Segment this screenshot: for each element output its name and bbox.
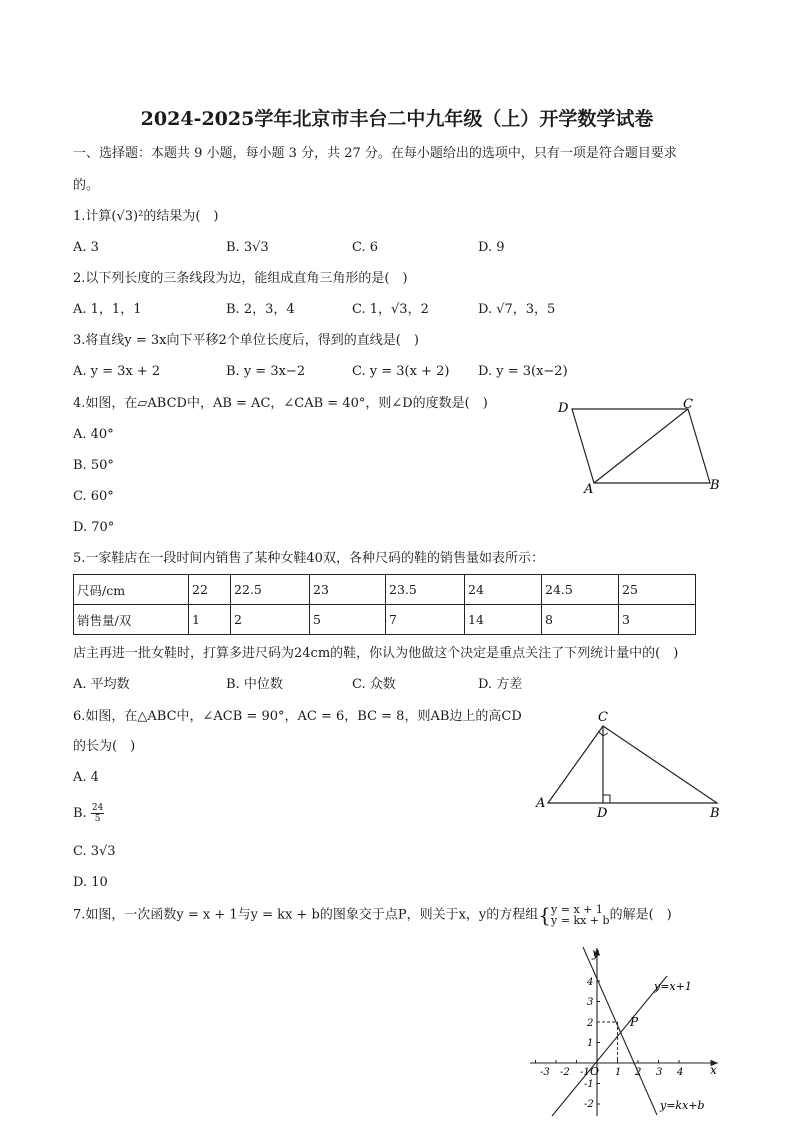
y-axis-label: y bbox=[592, 946, 599, 960]
table-cell: 5 bbox=[310, 605, 386, 635]
question-5-followup: 店主再进一批女鞋时，打算多进尺码为24cm的鞋，你认为他做这个决定是重点关注了下列统计量中的( ) bbox=[73, 646, 679, 661]
equation-top: y = x + 1 bbox=[551, 903, 603, 916]
q1-option-a: A. 3 bbox=[73, 240, 99, 255]
question-4-stem: 4.如图，在▱ABCD中，AB = AC，∠CAB = 40°，则∠D的度数是( ) bbox=[73, 396, 488, 411]
q3-option-a: A. y = 3x + 2 bbox=[73, 364, 161, 379]
x-tick-label: -1 bbox=[580, 1067, 590, 1078]
y-tick-label: 2 bbox=[587, 1018, 594, 1029]
equation-bottom: y = kx + b bbox=[551, 914, 610, 927]
y-tick-label: 4 bbox=[587, 977, 594, 988]
x-tick-label: -2 bbox=[560, 1067, 570, 1078]
y-tick-label: 3 bbox=[587, 997, 594, 1008]
x-tick-label: 1 bbox=[615, 1067, 622, 1078]
table-cell: 23.5 bbox=[386, 575, 465, 605]
q6-option-d: D. 10 bbox=[73, 875, 108, 890]
q1-option-b: B. 3√3 bbox=[226, 240, 269, 255]
q1-option-d: D. 9 bbox=[478, 240, 505, 255]
x-tick-label: -3 bbox=[540, 1067, 550, 1078]
question-5-stem: 5.一家鞋店在一段时间内销售了某种女鞋40双，各种尺码的鞋的销售量如表所示： bbox=[73, 551, 544, 566]
question-3-stem: 3.将直线y = 3x向下平移2个单位长度后，得到的直线是( ) bbox=[73, 333, 419, 348]
line1-label: y=x+1 bbox=[654, 980, 692, 993]
x-axis-label: x bbox=[710, 1063, 717, 1077]
q5-option-d: D. 方差 bbox=[478, 677, 523, 692]
x-tick-label: 4 bbox=[677, 1067, 684, 1078]
table-cell: 23 bbox=[310, 575, 386, 605]
q4-option-a: A. 40° bbox=[73, 427, 114, 442]
y-tick-label: -2 bbox=[584, 1099, 594, 1110]
question-7-stem bbox=[73, 904, 672, 926]
table-cell: 22 bbox=[189, 575, 231, 605]
q5-option-b: B. 中位数 bbox=[226, 677, 283, 692]
q5-option-c: C. 众数 bbox=[352, 677, 396, 692]
question-2-stem: 2.以下列长度的三条线段为边，能组成直角三角形的是( ) bbox=[73, 271, 408, 286]
section-header: 一、选择题：本题共 9 小题，每小题 3 分，共 27 分。在每小题给出的选项中，只有一项是符合题目要求 bbox=[73, 146, 677, 161]
table-cell: 销售量/双 bbox=[74, 605, 189, 635]
q1-option-c: C. 6 bbox=[352, 240, 379, 255]
q3-option-b: B. y = 3x−2 bbox=[226, 364, 306, 379]
label-b: B bbox=[710, 478, 720, 493]
q6-option-b bbox=[73, 803, 104, 824]
q6-option-b-label: B. bbox=[73, 806, 87, 821]
fraction-denominator: 5 bbox=[94, 814, 101, 824]
label-c: C bbox=[683, 397, 693, 412]
q2-option-d: D. √7，3，5 bbox=[478, 302, 556, 317]
table-cell: 3 bbox=[619, 605, 696, 635]
parallelogram-figure bbox=[550, 392, 730, 496]
table-cell: 7 bbox=[386, 605, 465, 635]
table-cell: 25 bbox=[619, 575, 696, 605]
q2-option-b: B. 2，3，4 bbox=[226, 302, 295, 317]
table-row bbox=[74, 575, 696, 605]
y-tick-label: -1 bbox=[584, 1079, 594, 1090]
brace-icon: { bbox=[538, 903, 552, 927]
table-row bbox=[74, 605, 696, 635]
y-tick-label: 1 bbox=[587, 1038, 594, 1049]
q4-option-d: D. 70° bbox=[73, 520, 115, 535]
label-a: A bbox=[536, 796, 546, 811]
equation-system bbox=[551, 904, 610, 926]
q6-option-c: C. 3√3 bbox=[73, 844, 116, 859]
line2-label: y=kx+b bbox=[660, 1099, 705, 1112]
line-y-equals-x-plus-1 bbox=[552, 976, 667, 1116]
axis-ticks bbox=[536, 981, 680, 1104]
q4-option-c: C. 60° bbox=[73, 489, 114, 504]
fraction-numerator: 24 bbox=[91, 803, 104, 813]
table-cell: 1 bbox=[189, 605, 231, 635]
triangle-abc bbox=[548, 726, 717, 803]
label-d: D bbox=[597, 806, 608, 821]
label-b: B bbox=[710, 806, 720, 821]
table-cell: 14 bbox=[465, 605, 542, 635]
q2-option-a: A. 1，1，1 bbox=[73, 302, 142, 317]
table-cell: 24.5 bbox=[542, 575, 619, 605]
label-d: D bbox=[558, 401, 569, 416]
function-graph bbox=[522, 940, 726, 1118]
origin-label: O bbox=[590, 1065, 600, 1078]
question-6-stem-cont: 的长为( ) bbox=[73, 739, 136, 754]
question-6-stem: 6.如图，在△ABC中，∠ACB = 90°，AC = 6，BC = 8，则AB边上的高CD bbox=[73, 709, 522, 724]
right-angle-mark-d bbox=[603, 795, 610, 803]
table-cell: 2 bbox=[231, 605, 310, 635]
point-p-label: P bbox=[630, 1015, 639, 1029]
question-1-stem: 1.计算(√3)²的结果为( ) bbox=[73, 209, 219, 224]
page-title: 2024-2025学年北京市丰台二中九年级（上）开学数学试卷 bbox=[140, 108, 654, 130]
table-cell: 24 bbox=[465, 575, 542, 605]
q3-option-c: C. y = 3(x + 2) bbox=[352, 364, 450, 379]
table-cell: 尺码/cm bbox=[74, 575, 189, 605]
section-header-cont: 的。 bbox=[73, 178, 100, 193]
q5-option-a: A. 平均数 bbox=[73, 677, 130, 692]
table-cell: 22.5 bbox=[231, 575, 310, 605]
fraction-24-5 bbox=[91, 803, 104, 824]
shoe-size-table bbox=[73, 574, 696, 635]
q3-option-d: D. y = 3(x−2) bbox=[478, 364, 568, 379]
triangle-figure bbox=[530, 706, 730, 822]
line-y-equals-kx-plus-b bbox=[583, 947, 657, 1115]
q2-option-c: C. 1，√3，2 bbox=[352, 302, 429, 317]
x-tick-label: 2 bbox=[635, 1067, 642, 1078]
q4-option-b: B. 50° bbox=[73, 458, 114, 473]
question-7-stem-end: 的解是( ) bbox=[609, 907, 672, 923]
label-c: C bbox=[598, 710, 608, 725]
table-cell: 8 bbox=[542, 605, 619, 635]
x-tick-label: 3 bbox=[656, 1067, 663, 1078]
q6-option-a: A. 4 bbox=[73, 770, 99, 785]
diagonal-ac bbox=[594, 409, 688, 483]
label-a: A bbox=[584, 482, 594, 496]
question-7-stem-text: 7.如图，一次函数y = x + 1与y = kx + b的图象交于点P，则关于x，y的方程组 bbox=[73, 907, 539, 923]
